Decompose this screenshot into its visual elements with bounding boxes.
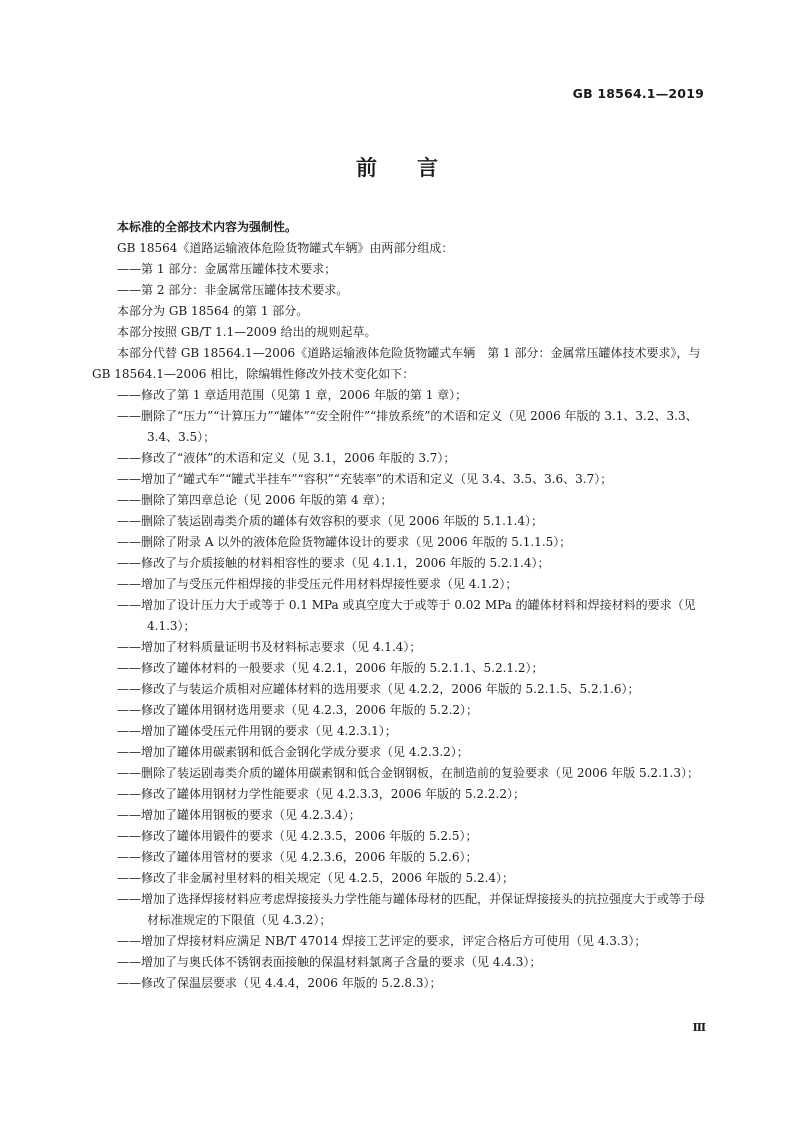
list-item: ——删除了第四章总论（见 2006 年版的第 4 章）； <box>117 493 393 507</box>
preface-body <box>92 217 707 994</box>
list-item: ——增加了选择焊接材料应考虑焊接接头力学性能与罐体母材的匹配，并保证焊接接头的抗拉强度大于或等于母材标准规定的下限值（见 4.3.2）； <box>117 892 706 927</box>
list-item: ——增加了材料质量证明书及材料标志要求（见 4.1.4）； <box>117 640 422 654</box>
part-list-item: ——第 2 部分：非金属常压罐体技术要求。 <box>117 283 349 297</box>
list-item: ——删除了附录 A 以外的液体危险货物罐体设计的要求（见 2006 年版的 5.1.1.5）； <box>117 535 572 549</box>
title-char-2: 言 <box>417 156 438 180</box>
mandatory-statement: 本标准的全部技术内容为强制性。 <box>117 220 298 234</box>
list-item: ——修改了保温层要求（见 4.4.4，2006 年版的 5.2.8.3）； <box>117 976 442 990</box>
list-item: ——修改了罐体用钢材选用要求（见 4.2.3，2006 年版的 5.2.2）； <box>117 703 479 717</box>
list-item: ——修改了罐体用管材的要求（见 4.2.3.6，2006 年版的 5.2.6）； <box>117 850 478 864</box>
list-item: ——增加了设计压力大于或等于 0.1 MPa 或真空度大于或等于 0.02 MPa 的罐体材料和焊接材料的要求（见 4.1.3）； <box>117 598 696 633</box>
list-item: ——删除了“压力”“计算压力”“罐体”“安全附件”“排放系统”的术语和定义（见 2006 年版的 3.1、3.2、3.3、3.4、3.5）； <box>117 409 698 444</box>
list-item: ——修改了非金属衬里材料的相关规定（见 4.2.5，2006 年版的 5.2.4）； <box>117 871 515 885</box>
list-item: ——修改了罐体用钢材力学性能要求（见 4.2.3.3，2006 年版的 5.2.2.2）； <box>117 787 525 801</box>
composition-statement: GB 18564《道路运输液体危险货物罐式车辆》由两部分组成： <box>117 241 454 255</box>
list-item: ——增加了罐体受压元件用钢的要求（见 4.2.3.1）； <box>117 724 397 738</box>
list-item: ——修改了与介质接触的材料相容性的要求（见 4.1.1，2006 年版的 5.2.1.4）； <box>117 556 550 570</box>
list-item: ——修改了与装运介质相对应罐体材料的选用要求（见 4.2.2，2006 年版的 5.2.1.5、5.2.1.6）； <box>117 682 640 696</box>
change-list <box>117 385 707 994</box>
list-item: ——增加了“罐式车”“罐式半挂车”“容积”“充装率”的术语和定义（见 3.4、3.5、3.6、3.7）； <box>117 472 613 486</box>
drafting-rule-statement: 本部分按照 GB/T 1.1—2009 给出的规则起草。 <box>117 325 377 339</box>
list-item: ——增加了与奥氏体不锈钢表面接触的保温材料氯离子含量的要求（见 4.4.3）； <box>117 955 542 969</box>
list-item: ——增加了焊接材料应满足 NB/T 47014 焊接工艺评定的要求，评定合格后方可使用（见 4.3.3）； <box>117 934 647 948</box>
list-item: ——修改了第 1 章适用范围（见第 1 章，2006 年版的第 1 章）； <box>117 388 468 402</box>
standard-number: GB 18564.1—2019 <box>572 86 704 101</box>
part-statement: 本部分为 GB 18564 的第 1 部分。 <box>117 304 309 318</box>
list-item: ——增加了罐体用钢板的要求（见 4.2.3.4）； <box>117 808 361 822</box>
list-item: ——增加了与受压元件相焊接的非受压元件用材料焊接性要求（见 4.1.2）； <box>117 577 518 591</box>
list-item: ——删除了装运剧毒类介质的罐体用碳素钢和低合金钢钢板，在制造前的复验要求（见 2006 年版 5.2.1.3）； <box>117 766 699 780</box>
list-item: ——增加了罐体用碳素钢和低合金钢化学成分要求（见 4.2.3.2）； <box>117 745 469 759</box>
page-title <box>0 152 794 182</box>
list-item: ——修改了“液体”的术语和定义（见 3.1，2006 年版的 3.7）； <box>117 451 456 465</box>
replacement-statement: 本部分代替 GB 18564.1—2006《道路运输液体危险货物罐式车辆 第 1 部分：金属常压罐体技术要求》，与 GB 18564.1—2006 相比，除编辑性修改外技术变化如下： <box>92 346 701 381</box>
list-item: ——删除了装运剧毒类介质的罐体有效容积的要求（见 2006 年版的 5.1.1.4）； <box>117 514 543 528</box>
list-item: ——修改了罐体材料的一般要求（见 4.2.1，2006 年版的 5.2.1.1、5.2.1.2）； <box>117 661 544 675</box>
part-list-item: ——第 1 部分：金属常压罐体技术要求； <box>117 262 337 276</box>
page-number: Ⅲ <box>692 1021 706 1034</box>
list-item: ——修改了罐体用锻件的要求（见 4.2.3.5，2006 年版的 5.2.5）； <box>117 829 478 843</box>
title-char-1: 前 <box>356 156 377 180</box>
